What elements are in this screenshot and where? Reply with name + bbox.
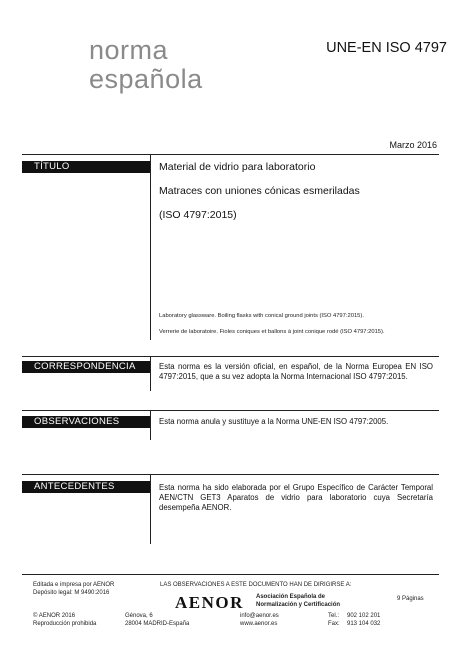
french-title: Verrerie de laboratoire. Fioles coniques et ballons à joint conique rodé (ISO 4797:2015).	[159, 329, 385, 335]
vertical-rule-observaciones	[150, 410, 151, 440]
section-label-correspondencia: CORRESPONDENCIA	[22, 361, 150, 373]
publication-date: Marzo 2016	[389, 140, 437, 150]
footer-phone-values	[347, 612, 380, 628]
tel-label: Tel.:	[328, 613, 340, 619]
section-label-antecedentes: ANTECEDENTES	[22, 481, 150, 493]
rule-observaciones	[22, 410, 439, 411]
footer-contact	[240, 612, 279, 628]
brand-wordmark	[89, 36, 203, 94]
vertical-rule-correspondencia	[150, 356, 151, 391]
document-title: Material de vidrio para laboratorio	[159, 161, 316, 173]
section-label-observaciones: OBSERVACIONES	[22, 416, 150, 428]
section-label-titulo: TÍTULO	[22, 161, 150, 173]
footer-page-count: 9 Páginas	[397, 596, 424, 602]
rule-correspondencia	[22, 356, 439, 357]
aenor-organization-name	[256, 594, 340, 609]
footer-reproduccion: Reproducción prohibida	[33, 621, 97, 627]
footer-copyright: © AENOR 2016	[33, 613, 76, 619]
address-line-2: 28004 MADRID-España	[125, 621, 190, 627]
standard-code: UNE-EN ISO 4797	[326, 40, 447, 56]
observaciones-text: Esta norma anula y sustituye a la Norma UNE-EN ISO 4797:2005.	[159, 417, 389, 426]
vertical-rule-titulo	[150, 154, 151, 340]
footer-web[interactable]: www.aenor.es	[240, 621, 278, 627]
brand-line-1: norma	[89, 35, 169, 65]
antecedentes-text: Esta norma ha sido elaborada por el Grupo Específico de Carácter Temporal AEN/CTN GET3 Aparatos de vidrio para laboratorio cuya Secretaría desempeña AENOR.	[159, 483, 433, 512]
org-line-2: Normalización y Certificación	[256, 601, 341, 608]
tel-number: 902 102 201	[347, 613, 381, 619]
footer-rule	[22, 574, 439, 575]
brand-line-2: española	[89, 64, 203, 94]
top-rule	[22, 154, 439, 155]
footer-copyright-block	[33, 612, 96, 628]
correspondencia-text: Esta norma es la versión oficial, en español, de la Norma Europea EN ISO 4797:2015, que a su vez adopta la Norma Internacional ISO 4797:2015.	[159, 362, 433, 381]
english-title: Laboratory glassware. Boiling flasks with conical ground joints (ISO 4797:2015).	[159, 313, 364, 319]
address-line-1: Génova, 6	[125, 613, 153, 619]
vertical-rule-antecedentes	[150, 474, 151, 544]
rule-antecedentes	[22, 474, 439, 475]
document-iso-reference: (ISO 4797:2015)	[159, 209, 237, 221]
fax-number: 913 104 032	[347, 621, 381, 627]
footer-deposito: Depósito legal: M 9490:2016	[33, 590, 110, 596]
footer-observaciones-header: LAS OBSERVACIONES A ESTE DOCUMENTO HAN DE DIRIGIRSE A:	[160, 582, 352, 588]
footer-edition	[33, 581, 114, 597]
aenor-logo: AENOR	[175, 593, 244, 612]
footer-address	[125, 612, 189, 628]
footer-edited: Editada e impresa por AENOR	[33, 582, 115, 588]
document-subtitle: Matraces con uniones cónicas esmeriladas	[159, 185, 360, 197]
fax-label: Fax:	[328, 621, 340, 627]
org-line-1: Asociación Española de	[256, 594, 326, 600]
footer-phone-labels	[328, 612, 340, 628]
footer-email[interactable]: info@aenor.es	[240, 613, 279, 619]
